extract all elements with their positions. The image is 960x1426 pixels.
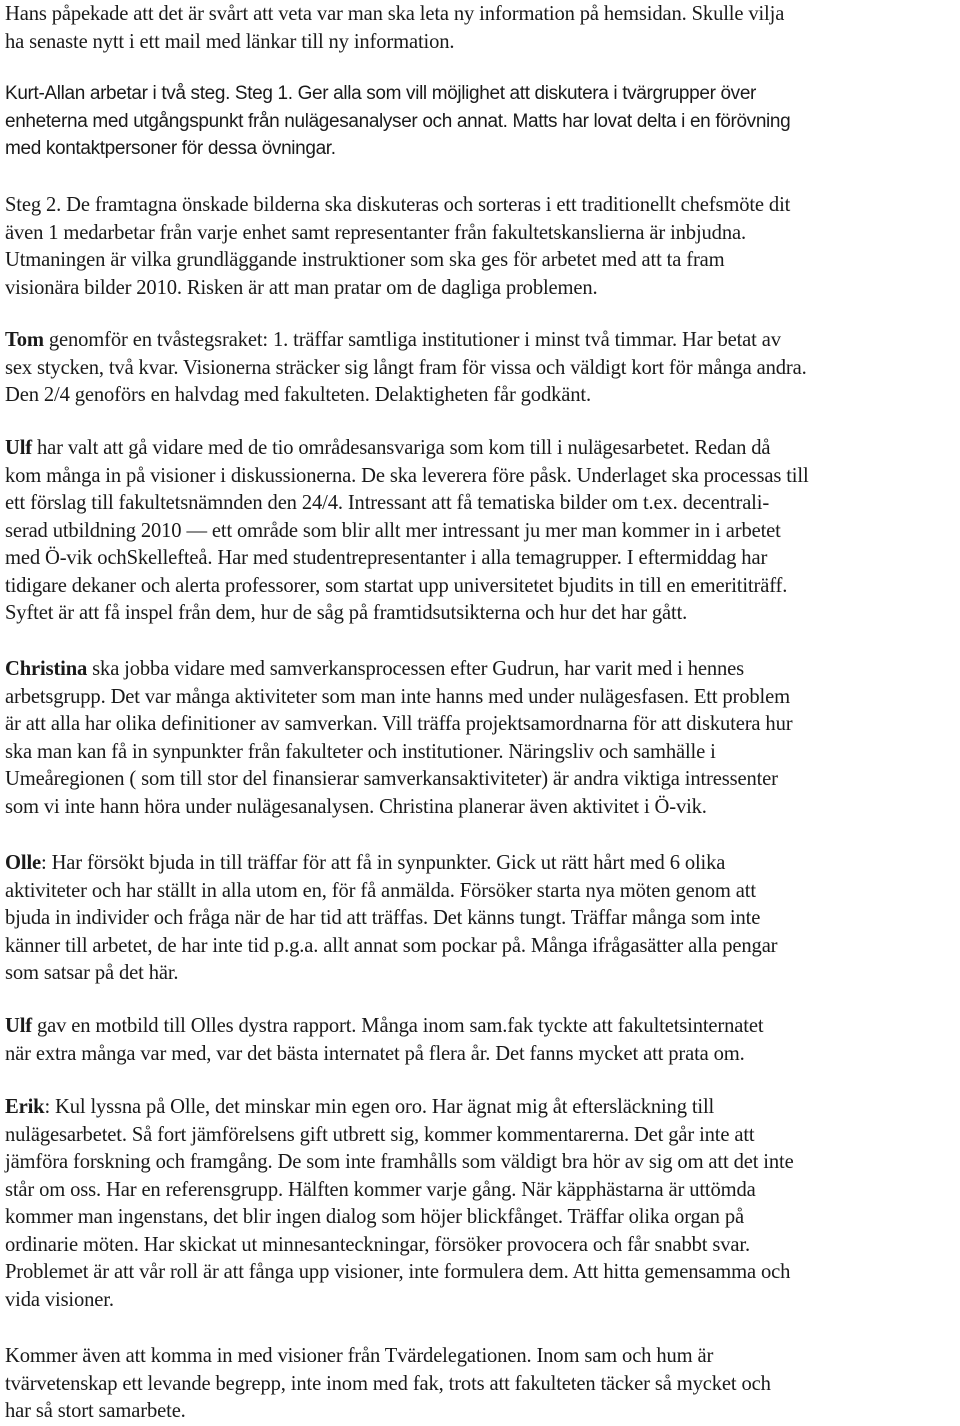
text-line: tidigare dekaner och alerta professorer, som startat upp universitetet bjudits in till en emerititräff. [5,574,788,597]
speaker-name: Tom [5,329,44,351]
text-line: gav en motbild till Olles dystra rapport. Många inom sam.fak tyckte att fakultetsinternatet [32,1015,764,1037]
text-line: enheterna med utgångspunkt från nulägesanalyser och annat. Matts har lovat delta i en förövning [5,110,791,132]
speaker-name: Ulf [5,437,33,459]
text-line: som vi inte hann höra under nulägesanalysen. Christina planerar även aktivitet i Ö-vik. [5,795,707,818]
text-line: med Ö-vik ochSkellefteå. Har med studentrepresentanter i alla temagrupper. I eftermiddag har [5,547,768,569]
text-line: kommer man ingenstans, det blir ingen dialog som höjer blickfånget. Träffar olika organ på [5,1206,744,1228]
paragraph-ulf [5,435,960,628]
text-line: sex stycken, två kvar. Visionerna sträcker sig långt fram för vissa och väldigt kort för många andra. [5,356,807,379]
paragraph-hans [5,1,960,56]
speaker-name: Ulf [5,1015,33,1037]
speaker-name: Christina [5,658,88,680]
text-line: Syftet är att få inspel från dem, hur de såg på framtidsutsikterna och hur det har gått. [5,602,688,624]
text-line: känner till arbetet, de har inte tid p.g.a. allt annat som pockar på. Många ifrågasätter alla pengar [5,934,778,957]
text-line: : Kul lyssna på Olle, det minskar min egen oro. Har ägnat mig åt eftersläckning till [44,1096,715,1118]
paragraph-erik [5,1094,960,1314]
text-line: aktiviteter och har ställt in alla utom en, för få anmälda. Försöker starta nya möten genom att [5,879,756,902]
text-line: visionära bilder 2010. Risken är att man pratar om de dagliga problemen. [5,276,598,299]
text-line: serad utbildning 2010 — ett område som blir allt mer intressant ju mer man kommer in i arbetet [5,519,781,542]
text-line: ska man kan få in synpunkter från fakulteter och institutioner. Näringsliv och samhälle i [5,740,716,763]
text-line: har så stort samarbete. [5,1400,186,1422]
text-line: : Har försökt bjuda in till träffar för att få in synpunkter. Gick ut rätt hårt med 6 olika [41,852,726,874]
paragraph-christina [5,656,960,821]
text-line: tvärvetenskap ett levande begrepp, inte inom med fak, trots att fakulteten täcker så mycket och [5,1372,771,1395]
speaker-name: Olle [5,852,42,874]
text-line: som satsar på det här. [5,962,179,984]
text-line: ordinarie möten. Har skickat ut minnesanteckningar, försöker provocera och får snabbt svar. [5,1233,750,1256]
text-line: är att alla har olika definitioner av samverkan. Vill träffa projektsamordnarna för att diskutera hur [5,713,793,735]
text-line: jämföra forskning och framgång. De som inte framhålls som väldigt bra hör av sig om att det inte [5,1151,794,1173]
text-line: Kommer även att komma in med visioner från Tvärdelegationen. Inom sam och hum är [5,1345,714,1367]
text-line: Hans påpekade att det är svårt att veta var man ska leta ny information på hemsidan. Skulle vilja [5,3,785,25]
text-line: Den 2/4 genoförs en halvdag med fakulteten. Delaktigheten får godkänt. [5,384,591,406]
speaker-name: Erik [5,1096,45,1118]
text-line: Utmaningen är vilka grundläggande instruktioner som ska ges för arbetet med att ta fram [5,249,725,271]
text-line: har valt att gå vidare med de tio områdesansvariga som kom till i nulägesarbetet. Redan då [32,437,771,459]
text-line: när extra många var med, var det bästa internatet på flera år. Det fanns mycket att prata om. [5,1042,745,1065]
text-line: ska jobba vidare med samverkansprocessen efter Gudrun, har varit med i hennes [87,658,744,680]
paragraph-olle [5,850,960,988]
text-line: ett förslag till fakultetsnämnden den 24/4. Intressant att få tematiska bilder om t.ex. decentrali- [5,492,770,514]
text-line: bjuda in individer och fråga när de har tid att träffas. Det känns tungt. Träffar många som inte [5,907,761,929]
text-line: även 1 medarbetar från varje enhet samt representanter från fakultetskanslierna är inbjudna. [5,221,746,244]
text-line: Kurt-Allan arbetar i två steg. Steg 1. Ger alla som vill möjlighet att diskutera i tvärgrupper över [5,83,757,104]
text-line: står om oss. Har en referensgrupp. Hälften kommer varje gång. När käpphästarna är uttömda [5,1178,756,1201]
text-line: nulägesarbetet. Så fort jämförelsens gift utbrett sig, kommer kommentarerna. Det går inte att [5,1123,755,1146]
text-line: Umeåregionen ( som till stor del finansierar samverkansaktiviteter) är andra viktiga intressenter [5,768,778,790]
text-line: Steg 2. De framtagna önskade bilderna ska diskuteras och sorteras i ett traditionellt chefsmöte dit [5,194,791,216]
text-line: med kontaktpersoner för dessa övningar. [5,138,336,159]
paragraph-ulf-2 [5,1013,960,1068]
text-line: ha senaste nytt i ett mail med länkar till ny information. [5,30,455,53]
paragraph-steg-2 [5,192,960,302]
paragraph-closing [5,1343,960,1426]
text-line: Problemet är att vår roll är att fånga upp visioner, inte formulera dem. Att hitta gemensamma och [5,1261,791,1283]
paragraph-kurt-allan [5,80,960,163]
text-line: arbetsgrupp. Det var många aktiviteter som man inte hanns med under nulägesfasen. Ett problem [5,685,790,708]
paragraph-tom [5,327,960,410]
text-line: genomför en tvåstegsraket: 1. träffar samtliga institutioner i minst två timmar. Har betat av [43,329,781,351]
text-line: kom många in på visioner i diskussionerna. De ska leverera före påsk. Underlaget ska processas till [5,464,809,487]
text-line: vida visioner. [5,1288,114,1311]
